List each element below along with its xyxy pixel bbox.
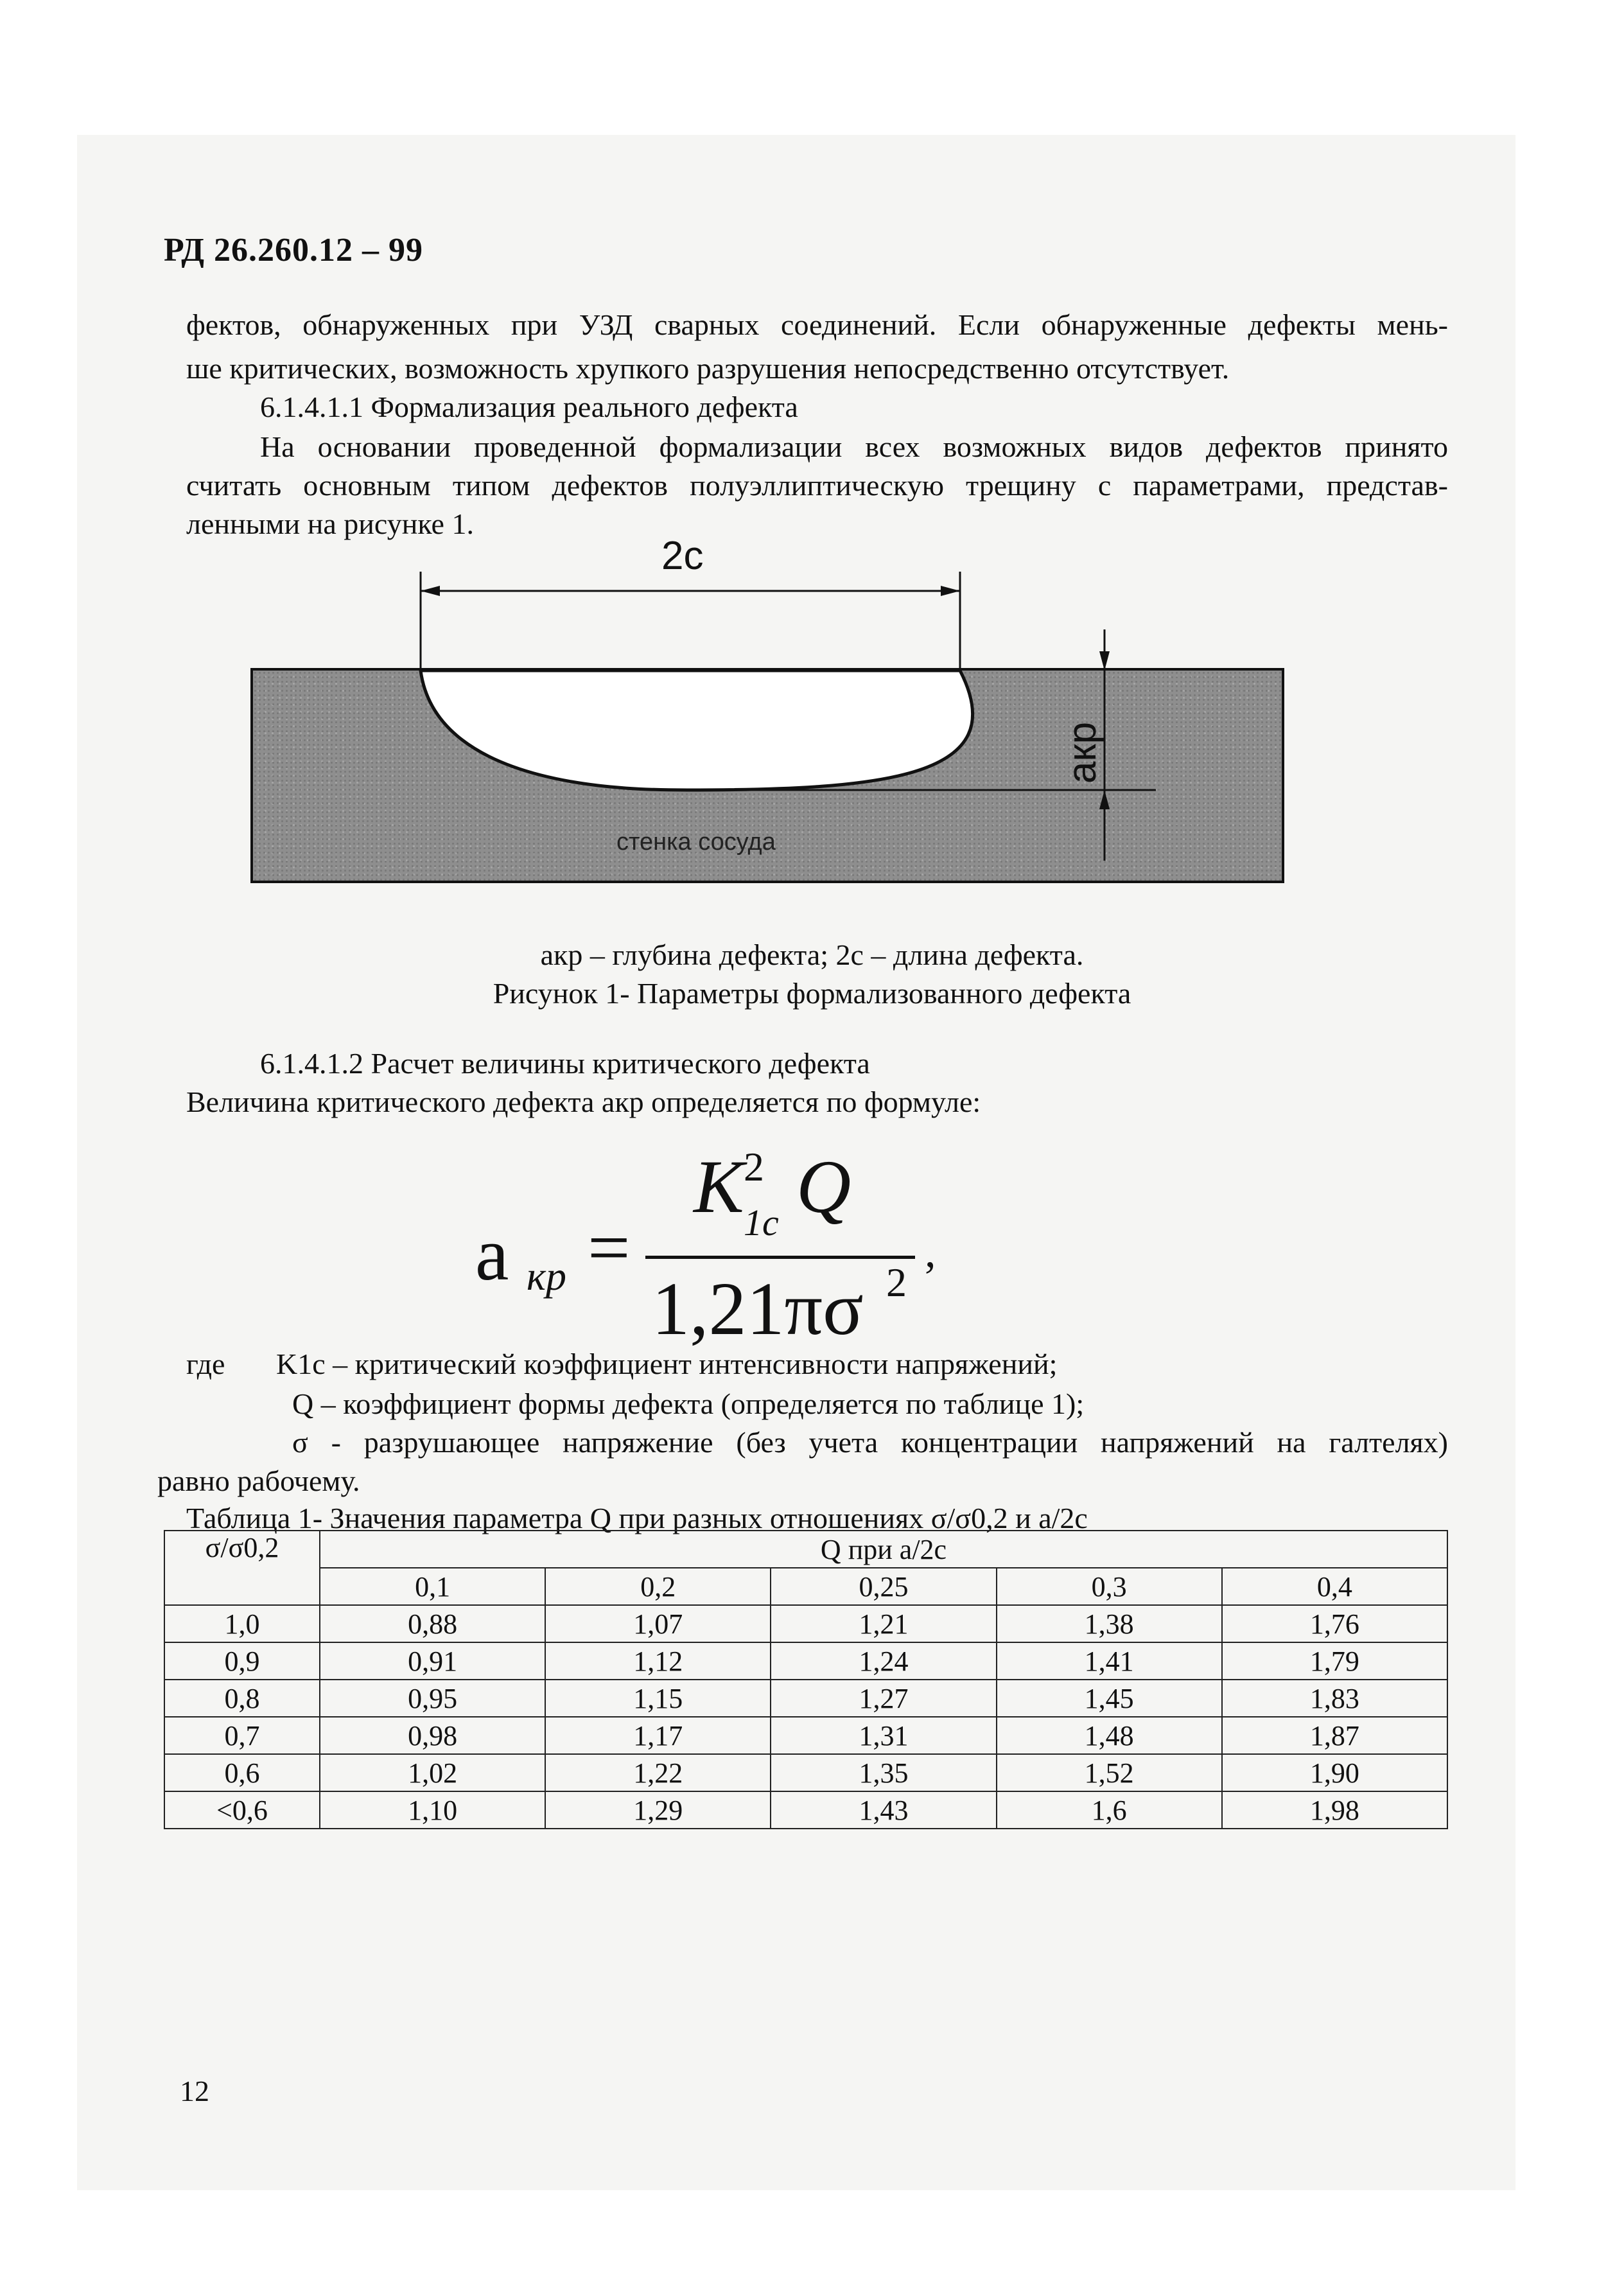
q-parameter-table <box>164 1530 1448 1829</box>
table-column-header-row <box>164 1568 1447 1605</box>
length-label: 2c <box>661 534 704 578</box>
document-header: РД 26.260.12 – 99 <box>164 232 423 268</box>
column-header: 0,4 <box>1222 1568 1447 1605</box>
where-sigma: σ - разрушающее напряжение (без учета концентрации напряжений на галтелях) <box>292 1426 1448 1459</box>
table-caption: Таблица 1- Значения параметра Q при разных отношениях σ/σ0,2 и a/2c <box>186 1502 1088 1534</box>
table-cell: 0,98 <box>320 1717 545 1754</box>
table-cell: 1,6 <box>997 1791 1222 1829</box>
formula-numerator-k: K <box>694 1145 744 1229</box>
table-row-header: σ/σ0,2 <box>164 1531 320 1605</box>
arrow-down <box>1099 651 1110 671</box>
formula-equals: = <box>588 1206 631 1290</box>
column-header: 0,25 <box>771 1568 996 1605</box>
section-heading: 6.1.4.1.1 Формализация реального дефекта <box>260 391 798 423</box>
arrow-up <box>1099 790 1110 809</box>
formula-comma: , <box>925 1227 936 1277</box>
where-word: где <box>186 1348 225 1380</box>
defect-figure <box>244 533 1297 918</box>
table-cell: 1,90 <box>1222 1754 1447 1791</box>
row-label: 0,7 <box>164 1717 320 1754</box>
table-cell: 0,88 <box>320 1605 545 1642</box>
row-label: 1,0 <box>164 1605 320 1642</box>
row-label: <0,6 <box>164 1791 320 1829</box>
table-cell: 1,17 <box>545 1717 771 1754</box>
table-row <box>164 1605 1447 1642</box>
table-row <box>164 1754 1447 1791</box>
defect-shape <box>421 671 973 790</box>
row-label: 0,8 <box>164 1680 320 1717</box>
table-cell: 1,83 <box>1222 1680 1447 1717</box>
defect-diagram <box>244 533 1297 918</box>
table-cell: 0,95 <box>320 1680 545 1717</box>
table-row <box>164 1791 1447 1829</box>
wall-label: стенка сосуда <box>616 829 776 856</box>
depth-label: aкр <box>1060 721 1104 784</box>
table-cell: 1,27 <box>771 1680 996 1717</box>
table-row <box>164 1717 1447 1754</box>
table-cell: 1,52 <box>997 1754 1222 1791</box>
formula-numerator-q: Q <box>796 1145 851 1229</box>
page-number: 12 <box>180 2075 209 2107</box>
table-cell: 1,24 <box>771 1642 996 1680</box>
row-label: 0,6 <box>164 1754 320 1791</box>
arrow-left <box>421 586 440 596</box>
where-q: Q – коэффициент формы дефекта (определяется по таблице 1); <box>292 1387 1085 1420</box>
where-k1c: K1c – критический коэффициент интенсивности напряжений; <box>276 1348 1058 1380</box>
table-cell: 1,48 <box>997 1717 1222 1754</box>
table-row <box>164 1642 1447 1680</box>
arrow-right <box>941 586 960 596</box>
table-cell: 1,15 <box>545 1680 771 1717</box>
critical-defect-formula <box>475 1143 989 1362</box>
formula-numerator-sup: 2 <box>744 1144 764 1190</box>
table-cell: 1,87 <box>1222 1717 1447 1754</box>
column-header: 0,1 <box>320 1568 545 1605</box>
section-heading: 6.1.4.1.2 Расчет величины критического дефекта <box>260 1047 870 1080</box>
paragraph-line: ше критических, возможность хрупкого разрушения непосредственно отсутствует. <box>186 352 1230 385</box>
table-cell: 0,91 <box>320 1642 545 1680</box>
table-cell: 1,35 <box>771 1754 996 1791</box>
paragraph-line: фектов, обнаруженных при УЗД сварных соединений. Если обнаруженные дефекты мень- <box>186 308 1448 341</box>
table-cell: 1,12 <box>545 1642 771 1680</box>
formula-lhs-sub: кр <box>527 1253 566 1299</box>
table-cell: 1,45 <box>997 1680 1222 1717</box>
table-cell: 1,79 <box>1222 1642 1447 1680</box>
column-header: 0,2 <box>545 1568 771 1605</box>
table-cell: 1,31 <box>771 1717 996 1754</box>
table-cell: 1,02 <box>320 1754 545 1791</box>
column-header: 0,3 <box>997 1568 1222 1605</box>
formula-denominator: 1,21πσ <box>652 1267 864 1351</box>
where-sigma-cont: равно рабочему. <box>157 1464 360 1497</box>
table-group-header: Q при a/2c <box>320 1531 1447 1568</box>
paragraph-line: считать основным типом дефектов полуэллиптическую трещину с параметрами, представ- <box>186 469 1448 502</box>
table-cell: 1,43 <box>771 1791 996 1829</box>
paragraph-line: ленными на рисунке 1. <box>186 507 474 540</box>
fraction-bar <box>645 1256 915 1259</box>
paragraph-line: Величина критического дефекта aкр определяется по формуле: <box>186 1085 981 1118</box>
table-cell: 1,41 <box>997 1642 1222 1680</box>
table-row <box>164 1680 1447 1717</box>
figure-legend: aкр – глубина дефекта; 2c – длина дефекта. <box>540 938 1084 971</box>
figure-caption: Рисунок 1- Параметры формализованного дефекта <box>493 977 1131 1010</box>
table-cell: 1,98 <box>1222 1791 1447 1829</box>
formula-denominator-sup: 2 <box>886 1260 907 1305</box>
table-cell: 1,38 <box>997 1605 1222 1642</box>
table-cell: 1,76 <box>1222 1605 1447 1642</box>
table-cell: 1,29 <box>545 1791 771 1829</box>
table-cell: 1,22 <box>545 1754 771 1791</box>
table-cell: 1,07 <box>545 1605 771 1642</box>
formula-numerator-sub: 1c <box>744 1202 779 1243</box>
row-label: 0,9 <box>164 1642 320 1680</box>
paragraph-line: На основании проведенной формализации всех возможных видов дефектов принято <box>260 430 1448 463</box>
formula-lhs: a <box>475 1212 509 1296</box>
table-cell: 1,21 <box>771 1605 996 1642</box>
table-cell: 1,10 <box>320 1791 545 1829</box>
